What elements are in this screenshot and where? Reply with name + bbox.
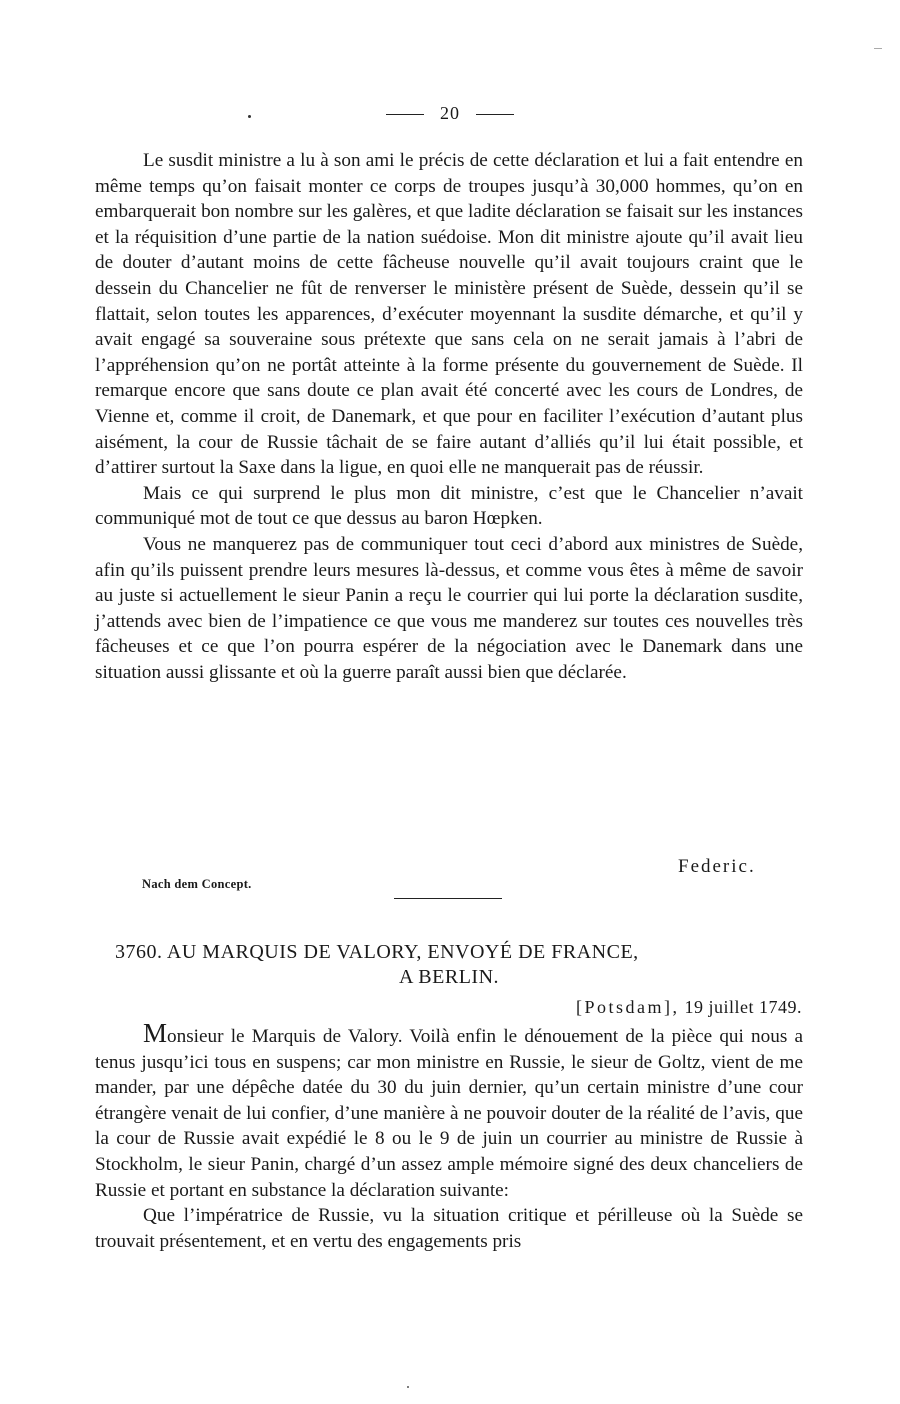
letter2-body bbox=[95, 1018, 803, 1254]
page-number-text: 20 bbox=[440, 103, 460, 123]
letter-heading bbox=[95, 940, 803, 990]
source-note: Nach dem Concept. bbox=[142, 877, 252, 891]
salutation-initial: M bbox=[143, 1018, 168, 1048]
heading-line-1: 3760. AU MARQUIS DE VALORY, ENVOYÉ DE FRANCE, bbox=[115, 941, 639, 963]
letter-paragraph-3: Vous ne manquerez pas de communiquer tout ceci d’abord aux ministres de Suède, afin qu’ils puissent prendre leurs mesures là-dessus, et comme vous êtes à même de savoir au juste si actuellement le sieur Panin a reçu le courrier qui lui porte la déclaration susdite, j’attends avec bien de l’impatience ce que vous me manderez sur toutes ces nouvelles très fâcheuses et ce que l’on pourra espérer de la négociation avec le Danemark dans une situation aussi glissante et où la guerre paraît aussi bien que déclarée. bbox=[95, 533, 803, 683]
letter-paragraph-1: Le susdit ministre a lu à son ami le précis de cette déclaration et lui a fait entendre en même temps qu’on faisait monter ce corps de troupes jusqu’à 30,000 hommes, qu’on en embarquerait bon nombre sur les galères, et que ladite déclaration se faisait sur les instances et la réquisition d’une partie de la nation suédoise. Mon dit ministre ajoute qu’il avait lieu de douter d’autant moins de cette fâcheuse nouvelle qu’il avait toujours craint que le dessein du Chancelier ne fût de renverser le ministère présent de Suède, dessein qu’il se flattait, selon toutes les apparences, d’exécuter moyennant la susdite démarche, et qu’il y avait engagé sa souveraine sous prétexte que sans cela on ne serait jamais à l’abri de l’appréhension qu’on ne portât atteinte à la forme présente du gouvernement de Suède. Il remarque encore que sans doute ce plan avait été concerté avec les cours de Londres, de Vienne et, comme il croit, de Danemark, et que pour en faciliter l’exécution d’autant plus aisément, la cour de Russie tâchait de se faire autant d’alliés qu’il lui était possible, et d’attirer surtout la Saxe dans la ligue, en quoi elle ne manquerait pas de réussir. bbox=[95, 150, 803, 479]
heading-line-2: A BERLIN. bbox=[398, 966, 500, 988]
dateline bbox=[576, 997, 802, 1018]
page-number-rule-right bbox=[476, 114, 514, 115]
page-number bbox=[0, 103, 900, 124]
letter2-paragraph-2: Que l’impératrice de Russie, vu la situation critique et périlleuse où la Suède se trouvait présentement, et en vertu des engagements pris bbox=[95, 1205, 803, 1252]
letter-body bbox=[95, 148, 803, 685]
dateline-place: [Potsdam], bbox=[576, 997, 680, 1017]
letter-paragraph-2: Mais ce qui surprend le plus mon dit ministre, c’est que le Chancelier n’avait communiqué mot de tout ce que dessus au baron Hœpken. bbox=[95, 482, 803, 530]
page-number-rule-left bbox=[386, 114, 424, 115]
signature: Federic. bbox=[678, 856, 756, 877]
letter2-paragraph-1-text: onsieur le Marquis de Valory. Voilà enfin le dénouement de la pièce qui nous a tenus jusqu’ici tous en suspens; car mon ministre en Russie, le sieur de Goltz, vient de me mander, par une dépêche datée du 30 du juin dernier, qu’un certain ministre d’une cour étrangère venait de lui confier, d’une manière à ne pouvoir douter de la réalité de l’avis, que la cour de Russie avait expédié le 8 ou le 9 de juin un courrier au ministre de Russie à Stockholm, le sieur Panin, chargé d’un assez ample mémoire signé des deux chanceliers de Russie et portant en substance la déclaration suivante: bbox=[95, 1026, 803, 1201]
section-divider bbox=[394, 898, 502, 899]
print-speck-bottom bbox=[407, 1386, 409, 1388]
letter2-paragraph-1 bbox=[95, 1018, 803, 1203]
dateline-date: 19 juillet 1749. bbox=[684, 997, 802, 1017]
margin-mark bbox=[874, 48, 882, 49]
